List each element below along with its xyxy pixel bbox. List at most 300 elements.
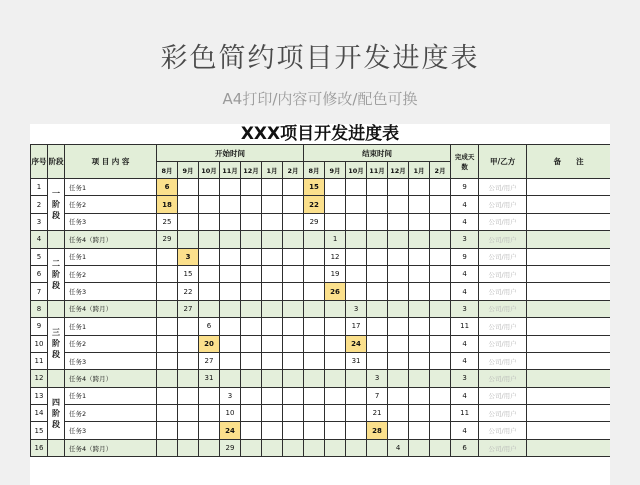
task-name[interactable]: 任务4（跨月） xyxy=(65,439,157,456)
start-cell[interactable] xyxy=(178,318,199,335)
end-cell[interactable] xyxy=(325,335,346,352)
start-cell[interactable] xyxy=(157,352,178,369)
end-cell[interactable] xyxy=(325,352,346,369)
start-cell[interactable] xyxy=(283,422,304,439)
start-cell[interactable] xyxy=(199,439,220,456)
done-days[interactable]: 3 xyxy=(451,231,479,248)
end-cell[interactable] xyxy=(430,335,451,352)
start-cell[interactable] xyxy=(262,231,283,248)
task-name[interactable]: 任务4（跨月） xyxy=(65,370,157,387)
end-cell[interactable] xyxy=(367,179,388,196)
end-cell[interactable] xyxy=(367,283,388,300)
end-cell[interactable] xyxy=(388,405,409,422)
end-cell[interactable] xyxy=(304,248,325,265)
done-days[interactable]: 11 xyxy=(451,318,479,335)
done-days[interactable]: 4 xyxy=(451,283,479,300)
start-cell[interactable] xyxy=(241,196,262,213)
remark-cell[interactable] xyxy=(527,352,610,369)
end-cell[interactable] xyxy=(367,248,388,265)
end-cell[interactable] xyxy=(367,300,388,317)
end-cell[interactable] xyxy=(409,439,430,456)
done-days[interactable]: 4 xyxy=(451,196,479,213)
end-day[interactable]: 24 xyxy=(346,335,367,352)
remark-cell[interactable] xyxy=(527,283,610,300)
row-seq[interactable]: 9 xyxy=(31,318,48,335)
start-day[interactable]: 15 xyxy=(178,265,199,282)
start-cell[interactable] xyxy=(178,387,199,404)
end-cell[interactable] xyxy=(409,422,430,439)
start-cell[interactable] xyxy=(283,283,304,300)
row-seq[interactable]: 1 xyxy=(31,179,48,196)
end-cell[interactable] xyxy=(388,283,409,300)
start-cell[interactable] xyxy=(220,231,241,248)
start-day[interactable]: 22 xyxy=(178,283,199,300)
done-days[interactable]: 4 xyxy=(451,265,479,282)
remark-cell[interactable] xyxy=(527,248,610,265)
task-name[interactable]: 任务1 xyxy=(65,318,157,335)
start-cell[interactable] xyxy=(199,283,220,300)
end-cell[interactable] xyxy=(409,335,430,352)
end-cell[interactable] xyxy=(367,335,388,352)
start-cell[interactable] xyxy=(220,318,241,335)
end-cell[interactable] xyxy=(304,335,325,352)
start-cell[interactable] xyxy=(283,300,304,317)
start-cell[interactable] xyxy=(178,335,199,352)
end-cell[interactable] xyxy=(346,231,367,248)
remark-cell[interactable] xyxy=(527,405,610,422)
done-days[interactable]: 11 xyxy=(451,405,479,422)
party-cell[interactable]: 公司/用户 xyxy=(479,439,527,456)
end-cell[interactable] xyxy=(346,283,367,300)
start-cell[interactable] xyxy=(220,283,241,300)
party-cell[interactable]: 公司/用户 xyxy=(479,248,527,265)
start-cell[interactable] xyxy=(241,387,262,404)
start-cell[interactable] xyxy=(199,231,220,248)
start-cell[interactable] xyxy=(241,300,262,317)
end-cell[interactable] xyxy=(325,405,346,422)
end-cell[interactable] xyxy=(388,387,409,404)
start-cell[interactable] xyxy=(283,370,304,387)
end-cell[interactable] xyxy=(304,422,325,439)
start-cell[interactable] xyxy=(199,196,220,213)
end-cell[interactable] xyxy=(388,422,409,439)
start-cell[interactable] xyxy=(241,335,262,352)
end-cell[interactable] xyxy=(346,248,367,265)
end-day[interactable]: 28 xyxy=(367,422,388,439)
end-day[interactable]: 26 xyxy=(325,283,346,300)
start-cell[interactable] xyxy=(199,248,220,265)
start-cell[interactable] xyxy=(283,405,304,422)
start-cell[interactable] xyxy=(262,318,283,335)
end-cell[interactable] xyxy=(409,283,430,300)
start-cell[interactable] xyxy=(220,352,241,369)
task-name[interactable]: 任务3 xyxy=(65,213,157,230)
end-cell[interactable] xyxy=(325,300,346,317)
start-cell[interactable] xyxy=(199,405,220,422)
start-cell[interactable] xyxy=(262,335,283,352)
row-seq[interactable]: 11 xyxy=(31,352,48,369)
start-cell[interactable] xyxy=(241,179,262,196)
end-cell[interactable] xyxy=(367,213,388,230)
party-cell[interactable]: 公司/用户 xyxy=(479,300,527,317)
row-seq[interactable]: 13 xyxy=(31,387,48,404)
end-cell[interactable] xyxy=(409,405,430,422)
start-cell[interactable] xyxy=(157,370,178,387)
end-cell[interactable] xyxy=(388,213,409,230)
start-cell[interactable] xyxy=(178,352,199,369)
start-cell[interactable] xyxy=(283,265,304,282)
start-day[interactable]: 29 xyxy=(157,231,178,248)
start-cell[interactable] xyxy=(178,213,199,230)
start-cell[interactable] xyxy=(157,248,178,265)
start-cell[interactable] xyxy=(178,196,199,213)
task-name[interactable]: 任务4（跨月） xyxy=(65,231,157,248)
done-days[interactable]: 4 xyxy=(451,422,479,439)
end-cell[interactable] xyxy=(430,213,451,230)
party-cell[interactable]: 公司/用户 xyxy=(479,179,527,196)
remark-cell[interactable] xyxy=(527,370,610,387)
end-cell[interactable] xyxy=(388,370,409,387)
end-day[interactable]: 3 xyxy=(346,300,367,317)
party-cell[interactable]: 公司/用户 xyxy=(479,213,527,230)
row-seq[interactable]: 8 xyxy=(31,300,48,317)
task-name[interactable]: 任务3 xyxy=(65,283,157,300)
end-day[interactable]: 1 xyxy=(325,231,346,248)
end-day[interactable]: 19 xyxy=(325,265,346,282)
start-cell[interactable] xyxy=(178,439,199,456)
start-cell[interactable] xyxy=(241,248,262,265)
party-cell[interactable]: 公司/用户 xyxy=(479,196,527,213)
end-cell[interactable] xyxy=(367,265,388,282)
remark-cell[interactable] xyxy=(527,231,610,248)
party-cell[interactable]: 公司/用户 xyxy=(479,387,527,404)
end-cell[interactable] xyxy=(346,439,367,456)
start-cell[interactable] xyxy=(262,283,283,300)
start-cell[interactable] xyxy=(283,231,304,248)
end-day[interactable]: 22 xyxy=(304,196,325,213)
end-cell[interactable] xyxy=(388,318,409,335)
end-cell[interactable] xyxy=(388,300,409,317)
start-cell[interactable] xyxy=(199,179,220,196)
end-cell[interactable] xyxy=(367,196,388,213)
end-cell[interactable] xyxy=(367,352,388,369)
end-cell[interactable] xyxy=(409,265,430,282)
party-cell[interactable]: 公司/用户 xyxy=(479,352,527,369)
end-day[interactable]: 21 xyxy=(367,405,388,422)
end-cell[interactable] xyxy=(430,387,451,404)
end-cell[interactable] xyxy=(325,370,346,387)
end-cell[interactable] xyxy=(346,265,367,282)
start-cell[interactable] xyxy=(283,318,304,335)
start-cell[interactable] xyxy=(241,352,262,369)
task-name[interactable]: 任务3 xyxy=(65,422,157,439)
start-cell[interactable] xyxy=(199,213,220,230)
start-day[interactable]: 20 xyxy=(199,335,220,352)
end-cell[interactable] xyxy=(409,213,430,230)
remark-cell[interactable] xyxy=(527,213,610,230)
end-cell[interactable] xyxy=(304,405,325,422)
start-cell[interactable] xyxy=(178,231,199,248)
row-seq[interactable]: 14 xyxy=(31,405,48,422)
start-cell[interactable] xyxy=(241,318,262,335)
end-cell[interactable] xyxy=(304,387,325,404)
end-cell[interactable] xyxy=(367,439,388,456)
start-cell[interactable] xyxy=(178,422,199,439)
start-cell[interactable] xyxy=(157,422,178,439)
row-seq[interactable]: 15 xyxy=(31,422,48,439)
end-cell[interactable] xyxy=(430,370,451,387)
end-cell[interactable] xyxy=(430,318,451,335)
done-days[interactable]: 3 xyxy=(451,300,479,317)
start-cell[interactable] xyxy=(220,248,241,265)
remark-cell[interactable] xyxy=(527,318,610,335)
end-cell[interactable] xyxy=(325,422,346,439)
party-cell[interactable]: 公司/用户 xyxy=(479,265,527,282)
end-cell[interactable] xyxy=(388,352,409,369)
start-day[interactable]: 3 xyxy=(220,387,241,404)
start-cell[interactable] xyxy=(199,265,220,282)
end-day[interactable]: 29 xyxy=(304,213,325,230)
start-cell[interactable] xyxy=(199,387,220,404)
start-cell[interactable] xyxy=(262,265,283,282)
done-days[interactable]: 9 xyxy=(451,179,479,196)
start-cell[interactable] xyxy=(220,265,241,282)
start-cell[interactable] xyxy=(262,213,283,230)
row-seq[interactable]: 10 xyxy=(31,335,48,352)
start-cell[interactable] xyxy=(262,248,283,265)
party-cell[interactable]: 公司/用户 xyxy=(479,405,527,422)
start-cell[interactable] xyxy=(220,196,241,213)
start-cell[interactable] xyxy=(157,318,178,335)
row-seq[interactable]: 5 xyxy=(31,248,48,265)
end-cell[interactable] xyxy=(409,196,430,213)
end-cell[interactable] xyxy=(409,352,430,369)
end-cell[interactable] xyxy=(346,179,367,196)
end-cell[interactable] xyxy=(430,179,451,196)
start-cell[interactable] xyxy=(157,335,178,352)
end-cell[interactable] xyxy=(367,318,388,335)
end-cell[interactable] xyxy=(346,196,367,213)
row-seq[interactable]: 3 xyxy=(31,213,48,230)
start-day[interactable]: 31 xyxy=(199,370,220,387)
party-cell[interactable]: 公司/用户 xyxy=(479,318,527,335)
end-cell[interactable] xyxy=(325,439,346,456)
done-days[interactable]: 4 xyxy=(451,213,479,230)
party-cell[interactable]: 公司/用户 xyxy=(479,231,527,248)
task-name[interactable]: 任务2 xyxy=(65,196,157,213)
end-cell[interactable] xyxy=(409,248,430,265)
end-cell[interactable] xyxy=(430,231,451,248)
row-seq[interactable]: 12 xyxy=(31,370,48,387)
end-day[interactable]: 3 xyxy=(367,370,388,387)
task-name[interactable]: 任务2 xyxy=(65,335,157,352)
end-cell[interactable] xyxy=(304,300,325,317)
start-cell[interactable] xyxy=(241,439,262,456)
done-days[interactable]: 4 xyxy=(451,352,479,369)
start-day[interactable]: 27 xyxy=(178,300,199,317)
end-cell[interactable] xyxy=(346,422,367,439)
remark-cell[interactable] xyxy=(527,335,610,352)
end-day[interactable]: 4 xyxy=(388,439,409,456)
start-cell[interactable] xyxy=(241,405,262,422)
end-cell[interactable] xyxy=(409,231,430,248)
party-cell[interactable]: 公司/用户 xyxy=(479,370,527,387)
end-cell[interactable] xyxy=(304,370,325,387)
end-cell[interactable] xyxy=(304,318,325,335)
end-cell[interactable] xyxy=(430,300,451,317)
start-cell[interactable] xyxy=(262,422,283,439)
start-cell[interactable] xyxy=(241,231,262,248)
start-cell[interactable] xyxy=(220,370,241,387)
done-days[interactable]: 3 xyxy=(451,370,479,387)
end-cell[interactable] xyxy=(388,179,409,196)
start-cell[interactable] xyxy=(178,370,199,387)
start-day[interactable]: 10 xyxy=(220,405,241,422)
end-cell[interactable] xyxy=(388,248,409,265)
end-cell[interactable] xyxy=(409,179,430,196)
start-cell[interactable] xyxy=(283,335,304,352)
end-cell[interactable] xyxy=(367,231,388,248)
start-cell[interactable] xyxy=(178,405,199,422)
start-cell[interactable] xyxy=(262,370,283,387)
end-cell[interactable] xyxy=(304,231,325,248)
start-cell[interactable] xyxy=(157,300,178,317)
party-cell[interactable]: 公司/用户 xyxy=(479,335,527,352)
task-name[interactable]: 任务2 xyxy=(65,405,157,422)
end-cell[interactable] xyxy=(304,352,325,369)
start-cell[interactable] xyxy=(220,213,241,230)
start-cell[interactable] xyxy=(157,265,178,282)
end-cell[interactable] xyxy=(430,352,451,369)
start-cell[interactable] xyxy=(220,300,241,317)
start-day[interactable]: 24 xyxy=(220,422,241,439)
start-day[interactable]: 6 xyxy=(199,318,220,335)
remark-cell[interactable] xyxy=(527,196,610,213)
row-seq[interactable]: 16 xyxy=(31,439,48,456)
start-cell[interactable] xyxy=(241,370,262,387)
end-cell[interactable] xyxy=(388,231,409,248)
start-day[interactable]: 29 xyxy=(220,439,241,456)
remark-cell[interactable] xyxy=(527,422,610,439)
start-day[interactable]: 3 xyxy=(178,248,199,265)
start-cell[interactable] xyxy=(157,439,178,456)
end-cell[interactable] xyxy=(430,439,451,456)
end-cell[interactable] xyxy=(430,405,451,422)
start-cell[interactable] xyxy=(178,179,199,196)
task-name[interactable]: 任务1 xyxy=(65,179,157,196)
start-cell[interactable] xyxy=(262,387,283,404)
start-cell[interactable] xyxy=(283,439,304,456)
end-cell[interactable] xyxy=(430,265,451,282)
done-days[interactable]: 9 xyxy=(451,248,479,265)
end-cell[interactable] xyxy=(325,196,346,213)
start-cell[interactable] xyxy=(262,439,283,456)
done-days[interactable]: 4 xyxy=(451,387,479,404)
start-cell[interactable] xyxy=(283,213,304,230)
start-cell[interactable] xyxy=(283,179,304,196)
end-cell[interactable] xyxy=(409,300,430,317)
end-cell[interactable] xyxy=(409,370,430,387)
start-cell[interactable] xyxy=(199,422,220,439)
end-cell[interactable] xyxy=(346,405,367,422)
start-cell[interactable] xyxy=(262,352,283,369)
end-cell[interactable] xyxy=(304,439,325,456)
end-cell[interactable] xyxy=(409,318,430,335)
remark-cell[interactable] xyxy=(527,300,610,317)
start-cell[interactable] xyxy=(157,387,178,404)
task-name[interactable]: 任务1 xyxy=(65,248,157,265)
row-seq[interactable]: 7 xyxy=(31,283,48,300)
start-day[interactable]: 6 xyxy=(157,179,178,196)
end-cell[interactable] xyxy=(409,387,430,404)
start-cell[interactable] xyxy=(283,196,304,213)
end-cell[interactable] xyxy=(388,265,409,282)
start-cell[interactable] xyxy=(220,335,241,352)
end-cell[interactable] xyxy=(346,213,367,230)
end-cell[interactable] xyxy=(304,265,325,282)
end-day[interactable]: 15 xyxy=(304,179,325,196)
end-cell[interactable] xyxy=(388,335,409,352)
start-cell[interactable] xyxy=(241,422,262,439)
done-days[interactable]: 6 xyxy=(451,439,479,456)
end-cell[interactable] xyxy=(430,248,451,265)
end-cell[interactable] xyxy=(325,318,346,335)
end-cell[interactable] xyxy=(325,179,346,196)
end-cell[interactable] xyxy=(430,283,451,300)
end-day[interactable]: 7 xyxy=(367,387,388,404)
start-cell[interactable] xyxy=(241,265,262,282)
done-days[interactable]: 4 xyxy=(451,335,479,352)
start-cell[interactable] xyxy=(241,213,262,230)
start-cell[interactable] xyxy=(262,300,283,317)
start-cell[interactable] xyxy=(283,387,304,404)
end-cell[interactable] xyxy=(430,196,451,213)
party-cell[interactable]: 公司/用户 xyxy=(479,283,527,300)
start-cell[interactable] xyxy=(157,405,178,422)
end-cell[interactable] xyxy=(325,387,346,404)
start-day[interactable]: 18 xyxy=(157,196,178,213)
row-seq[interactable]: 6 xyxy=(31,265,48,282)
end-cell[interactable] xyxy=(346,387,367,404)
start-cell[interactable] xyxy=(262,179,283,196)
task-name[interactable]: 任务1 xyxy=(65,387,157,404)
start-day[interactable]: 25 xyxy=(157,213,178,230)
start-cell[interactable] xyxy=(220,179,241,196)
row-seq[interactable]: 4 xyxy=(31,231,48,248)
start-cell[interactable] xyxy=(283,352,304,369)
party-cell[interactable]: 公司/用户 xyxy=(479,422,527,439)
end-day[interactable]: 17 xyxy=(346,318,367,335)
row-seq[interactable]: 2 xyxy=(31,196,48,213)
start-day[interactable]: 27 xyxy=(199,352,220,369)
start-cell[interactable] xyxy=(157,283,178,300)
end-cell[interactable] xyxy=(430,422,451,439)
end-day[interactable]: 12 xyxy=(325,248,346,265)
end-day[interactable]: 31 xyxy=(346,352,367,369)
task-name[interactable]: 任务4（跨月） xyxy=(65,300,157,317)
remark-cell[interactable] xyxy=(527,179,610,196)
end-cell[interactable] xyxy=(346,370,367,387)
start-cell[interactable] xyxy=(241,283,262,300)
remark-cell[interactable] xyxy=(527,265,610,282)
start-cell[interactable] xyxy=(262,405,283,422)
remark-cell[interactable] xyxy=(527,439,610,456)
end-cell[interactable] xyxy=(304,283,325,300)
start-cell[interactable] xyxy=(199,300,220,317)
end-cell[interactable] xyxy=(325,213,346,230)
start-cell[interactable] xyxy=(262,196,283,213)
start-cell[interactable] xyxy=(283,248,304,265)
